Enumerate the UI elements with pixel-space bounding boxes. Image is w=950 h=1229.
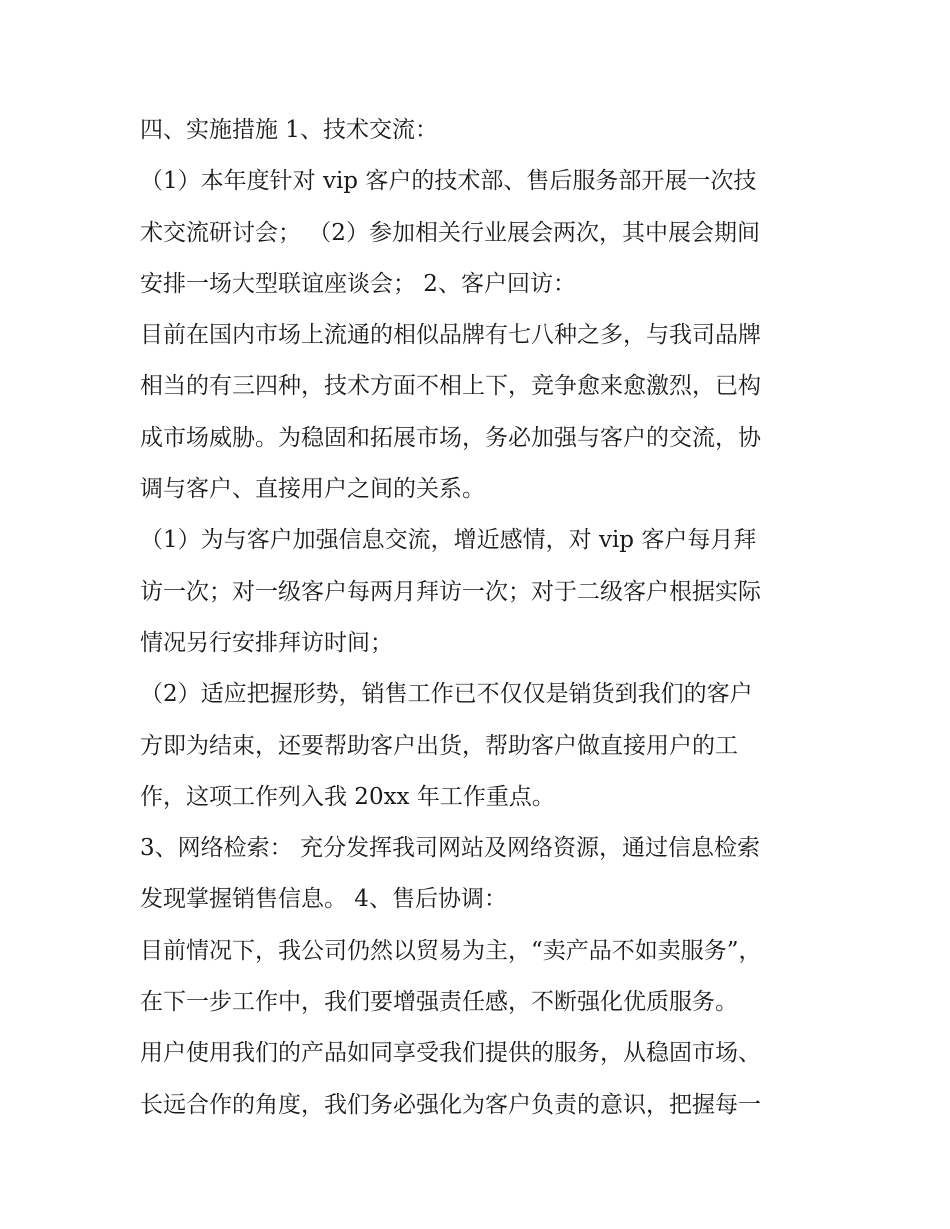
- text-line: 目前情况下，我公司仍然以贸易为主，“卖产品不如卖服务”，: [140, 937, 762, 964]
- text-line: 安排一场大型联谊座谈会； 2、客户回访：: [140, 270, 576, 297]
- text-line: 用户使用我们的产品如同享受我们提供的服务，从稳固市场、: [140, 1040, 761, 1067]
- text-line: 3、网络检索： 充分发挥我司网站及网络资源，通过信息检索: [140, 835, 760, 862]
- text-line: 四、实施措施 1、技术交流：: [140, 117, 438, 143]
- text-line: 调与客户、直接用户之间的关系。: [140, 476, 485, 503]
- text-line: （1）本年度针对 vip 客户的技术部、售后服务部开展一次技: [140, 168, 757, 195]
- text-line: 访一次；对一级客户每两月拜访一次；对于二级客户根据实际: [140, 578, 761, 605]
- text-line: 方即为结束，还要帮助客户出货，帮助客户做直接用户的工: [140, 732, 738, 759]
- text-line: 相当的有三四种，技术方面不相上下，竞争愈来愈激烈，已构: [140, 373, 761, 400]
- text-line: 在下一步工作中，我们要增强责任感，不断强化优质服务。: [140, 989, 738, 1016]
- text-line: 作，这项工作列入我 20xx 年工作重点。: [140, 783, 555, 810]
- text-line: 发现掌握销售信息。 4、售后协调：: [140, 886, 507, 913]
- text-line: （2）适应把握形势，销售工作已不仅仅是销货到我们的客户: [140, 681, 753, 708]
- text-line: （1）为与客户加强信息交流，增近感情，对 vip 客户每月拜: [140, 527, 757, 554]
- text-line: 术交流研讨会； （2）参加相关行业展会两次，其中展会期间: [140, 219, 760, 246]
- document-body: [140, 105, 820, 1131]
- text-line: 情况另行安排拜访时间；: [140, 629, 393, 656]
- text-line: 成市场威胁。为稳固和拓展市场，务必加强与客户的交流，协: [140, 424, 761, 451]
- text-line: 目前在国内市场上流通的相似品牌有七八种之多，与我司品牌: [140, 322, 761, 349]
- text-line: 长远合作的角度，我们务必强化为客户负责的意识，把握每一: [140, 1091, 761, 1118]
